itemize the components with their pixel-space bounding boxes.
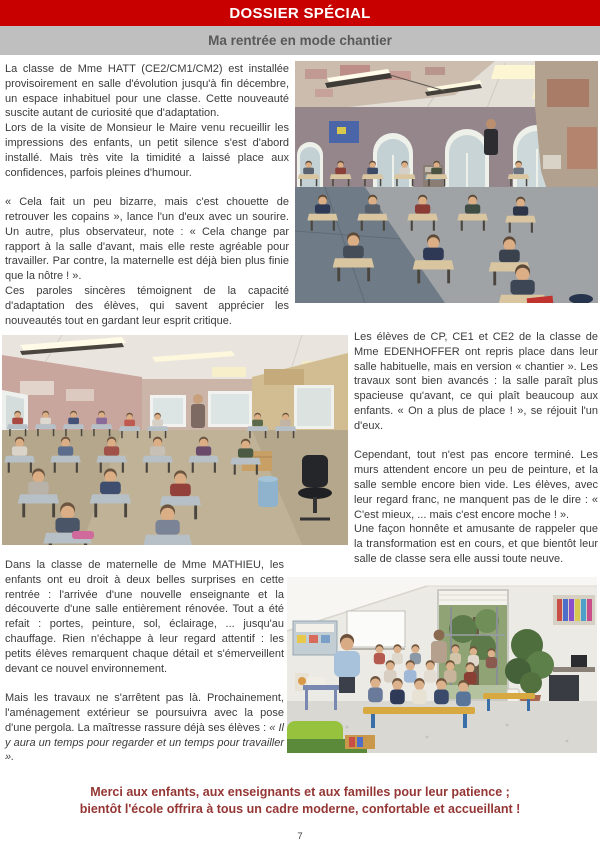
photo-classe-mathieu bbox=[287, 577, 597, 753]
closing-message bbox=[0, 784, 600, 818]
section-title: DOSSIER SPÉCIAL bbox=[229, 4, 371, 22]
paragraph-text: Mais les travaux ne s'arrêtent pas là. Prochainement, l'aménagement extérieur se poursuivra avec la pose d'une pergola. La maîtresse rassure déjà ses élèves : bbox=[5, 692, 284, 734]
classroom-photo-illustration bbox=[287, 577, 597, 753]
article-text-hatt bbox=[5, 62, 289, 328]
article-text-mathieu bbox=[5, 558, 284, 765]
classroom-photo-illustration bbox=[2, 335, 348, 545]
paragraph bbox=[5, 691, 284, 765]
paragraph: Cependant, tout n'est pas encore terminé. Les murs attendent encore un peu de peinture, et la salle semble encore bien vide. Les élèves, avec leur regard franc, ne manquent pas de le dire : « C'est mieux, ... mais c'est encore moche ! ». bbox=[354, 449, 598, 521]
paragraph: La classe de Mme HATT (CE2/CM1/CM2) est installée provisoirement en salle d'évolution jusqu'à fin décembre, un espace inhabituel pour une classe. Cette nouveauté suscite autant de curiosité que d'adaptation. bbox=[5, 63, 289, 120]
article-text-edenhoffer bbox=[354, 330, 598, 567]
paragraph: « Cela fait un peu bizarre, mais c'est chouette de retrouver les copains », lance l'un d'eux avec un sourire. Un autre, plus observateur, note : « Cela change par rapport à la salle d'avant, mais elle reste agréable pour travailler. Par contre, la maternelle est déjà bien plus finie que la nôtre ! ». bbox=[5, 196, 289, 283]
classroom-photo-illustration bbox=[295, 61, 598, 303]
paragraph: Une façon honnête et amusante de rappeler que la transformation est en cours, et que bientôt leur salle de classe sera elle aussi toute neuve. bbox=[354, 523, 598, 565]
paragraph: Lors de la visite de Monsieur le Maire venu recueillir les impressions des enfants, un petit silence s'est d'abord installé. Mais très vite la timidité a laissé place aux confidences, parfois pleines d'humour. bbox=[5, 122, 289, 179]
paragraph: Ces paroles sincères témoignent de la capacité d'adaptation des élèves, qui savent apprécier les nouveautés tout en gardant leur esprit critique. bbox=[5, 284, 289, 327]
article-subtitle: Ma rentrée en mode chantier bbox=[208, 33, 392, 48]
page-number: 7 bbox=[297, 831, 303, 842]
closing-message-line2: bientôt l'école offrira à tous un cadre moderne, confortable et accueillant ! bbox=[79, 802, 521, 816]
article-subtitle-bar bbox=[0, 26, 600, 55]
photo-classe-edenhoffer bbox=[2, 335, 348, 545]
teacher-quote: « Il y aura un temps pour regarder et un temps pour travailler ». bbox=[5, 721, 284, 764]
paragraph: Les élèves de CP, CE1 et CE2 de la classe de Mme EDENHOFFER ont repris place dans leur salle habituelle, mais en version « chantier ». Les travaux sont bien avancés : la salle paraît plus spacieuse qu'avant, ce qui plaît beaucoup aux enfants. « On a plus de place ! », se réjouit l'un d'eux. bbox=[354, 331, 598, 432]
photo-classe-hatt bbox=[295, 61, 598, 303]
closing-message-line1: Merci aux enfants, aux enseignants et aux familles pour leur patience ; bbox=[90, 785, 510, 799]
paragraph: Dans la classe de maternelle de Mme MATHIEU, les enfants ont eu droit à deux belles surprises en cette rentrée : l'arrivée d'une nouvelle enseignante et la découverte d'une salle entièrement rénovée. Tout a été refait : portes, peinture, sol, éclairage, ... jusqu'au chauffage. Rien n'échappe à leur regard attentif : les petits élèves remarquent chaque détail et s'émerveillent devant ce nouvel environnement. bbox=[5, 559, 284, 675]
section-header-bar bbox=[0, 0, 600, 26]
